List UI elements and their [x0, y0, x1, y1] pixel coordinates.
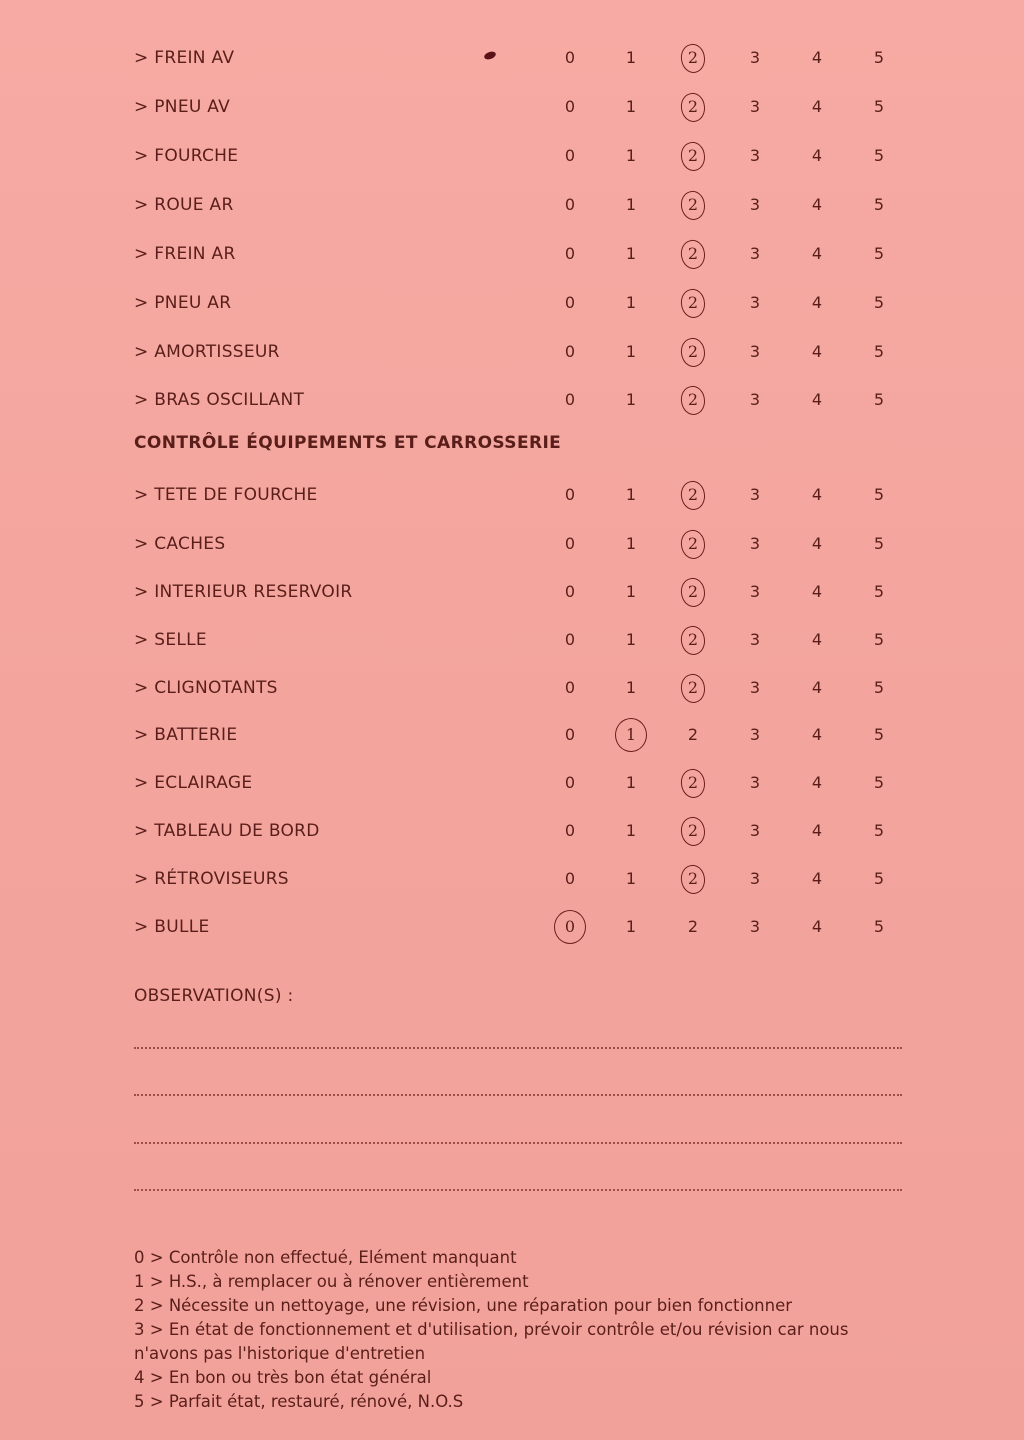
- score-option[interactable]: 4: [811, 821, 823, 840]
- checklist-row: [0, 190, 1024, 220]
- score-option[interactable]: 2: [687, 725, 699, 744]
- score-option[interactable]: 0: [564, 725, 576, 744]
- score-option[interactable]: 5: [873, 146, 885, 165]
- score-option[interactable]: 5: [873, 195, 885, 214]
- row-label: > PNEU AV: [134, 97, 231, 117]
- score-option[interactable]: 3: [749, 97, 761, 116]
- checklist-row: [0, 720, 1024, 750]
- score-option-selected[interactable]: 2: [678, 288, 708, 318]
- score-option[interactable]: 0: [564, 48, 576, 67]
- checklist-row: [0, 337, 1024, 367]
- row-label: > CACHES: [134, 534, 226, 554]
- score-option[interactable]: 0: [564, 146, 576, 165]
- checklist-row: [0, 768, 1024, 798]
- score-option[interactable]: 5: [873, 725, 885, 744]
- checklist-row: [0, 673, 1024, 703]
- checklist-row: [0, 625, 1024, 655]
- score-option[interactable]: 1: [625, 869, 637, 888]
- checklist-row: [0, 385, 1024, 415]
- score-option[interactable]: 3: [749, 146, 761, 165]
- checklist-row: [0, 141, 1024, 171]
- score-option-selected[interactable]: 2: [678, 92, 708, 122]
- score-option[interactable]: 1: [625, 917, 637, 936]
- score-option[interactable]: 0: [564, 534, 576, 553]
- score-option[interactable]: 3: [749, 725, 761, 744]
- score-option-selected[interactable]: 2: [678, 625, 708, 655]
- score-option[interactable]: 1: [625, 146, 637, 165]
- score-option-selected[interactable]: 0: [555, 912, 585, 942]
- score-option[interactable]: 5: [873, 869, 885, 888]
- legend-item: 3 > En état de fonctionnement et d'utilisation, prévoir contrôle et/ou révision car nous n'avons pas l'historique d'entretien: [134, 1320, 849, 1363]
- score-option-selected[interactable]: 1: [616, 720, 646, 750]
- row-label: > TETE DE FOURCHE: [134, 485, 318, 505]
- score-option[interactable]: 5: [873, 390, 885, 409]
- score-option[interactable]: 1: [625, 630, 637, 649]
- score-option[interactable]: 4: [811, 917, 823, 936]
- row-label: > BRAS OSCILLANT: [134, 390, 305, 410]
- row-label: > INTERIEUR RESERVOIR: [134, 582, 353, 602]
- score-option[interactable]: 1: [625, 293, 637, 312]
- score-option[interactable]: 3: [749, 485, 761, 504]
- score-option[interactable]: 5: [873, 917, 885, 936]
- score-option[interactable]: 0: [564, 293, 576, 312]
- score-option[interactable]: 3: [749, 678, 761, 697]
- row-label: > TABLEAU DE BORD: [134, 821, 320, 841]
- legend-item: 4 > En bon ou très bon état général: [134, 1368, 432, 1387]
- score-option[interactable]: 4: [811, 485, 823, 504]
- score-option[interactable]: 4: [811, 869, 823, 888]
- score-option[interactable]: 1: [625, 195, 637, 214]
- score-option[interactable]: 3: [749, 342, 761, 361]
- score-option[interactable]: 0: [564, 97, 576, 116]
- score-option[interactable]: 1: [625, 97, 637, 116]
- score-option[interactable]: 1: [625, 821, 637, 840]
- score-option[interactable]: 4: [811, 678, 823, 697]
- score-option[interactable]: 4: [811, 293, 823, 312]
- score-option[interactable]: 2: [687, 917, 699, 936]
- score-option[interactable]: 0: [564, 869, 576, 888]
- score-option-selected[interactable]: 2: [678, 190, 708, 220]
- row-label: > BATTERIE: [134, 725, 238, 745]
- score-option[interactable]: 5: [873, 48, 885, 67]
- score-option[interactable]: 1: [625, 582, 637, 601]
- row-label: > FREIN AR: [134, 244, 236, 264]
- score-option[interactable]: 5: [873, 582, 885, 601]
- legend-item: 2 > Nécessite un nettoyage, une révision, une réparation pour bien fonctionner: [134, 1296, 793, 1315]
- score-option[interactable]: 5: [873, 630, 885, 649]
- row-label: > CLIGNOTANTS: [134, 678, 278, 698]
- score-option[interactable]: 3: [749, 917, 761, 936]
- row-label: > FREIN AV: [134, 48, 235, 68]
- score-option[interactable]: 1: [625, 390, 637, 409]
- score-option[interactable]: 5: [873, 821, 885, 840]
- legend-item: 5 > Parfait état, restauré, rénové, N.O.S: [134, 1392, 464, 1411]
- score-option[interactable]: 3: [749, 390, 761, 409]
- score-option[interactable]: 4: [811, 390, 823, 409]
- row-label: > RÉTROVISEURS: [134, 869, 289, 889]
- row-label: > FOURCHE: [134, 146, 239, 166]
- score-option[interactable]: 4: [811, 244, 823, 263]
- score-option[interactable]: 4: [811, 582, 823, 601]
- observation-line[interactable]: [134, 1047, 902, 1049]
- legend-item: 1 > H.S., à remplacer ou à rénover entièrement: [134, 1272, 529, 1291]
- score-option-selected[interactable]: 2: [678, 673, 708, 703]
- checklist-row: [0, 92, 1024, 122]
- score-option[interactable]: 0: [564, 390, 576, 409]
- score-option[interactable]: 1: [625, 534, 637, 553]
- legend: [134, 1246, 894, 1414]
- checklist-row: [0, 43, 1024, 73]
- checklist-row: [0, 577, 1024, 607]
- score-option[interactable]: 1: [625, 48, 637, 67]
- score-option[interactable]: 5: [873, 244, 885, 263]
- score-option[interactable]: 1: [625, 244, 637, 263]
- row-label: > SELLE: [134, 630, 207, 650]
- score-option-selected[interactable]: 2: [678, 577, 708, 607]
- score-option[interactable]: 4: [811, 146, 823, 165]
- score-option-selected[interactable]: 2: [678, 141, 708, 171]
- score-option[interactable]: 4: [811, 342, 823, 361]
- score-option[interactable]: 0: [564, 485, 576, 504]
- score-option[interactable]: 0: [564, 630, 576, 649]
- score-option[interactable]: 0: [564, 773, 576, 792]
- row-label: > ROUE AR: [134, 195, 234, 215]
- score-option[interactable]: 4: [811, 48, 823, 67]
- observation-line[interactable]: [134, 1189, 902, 1191]
- checklist-row: [0, 480, 1024, 510]
- score-option[interactable]: 3: [749, 534, 761, 553]
- checklist-row: [0, 864, 1024, 894]
- score-option[interactable]: 3: [749, 293, 761, 312]
- row-label: > ECLAIRAGE: [134, 773, 253, 793]
- checklist-row: [0, 239, 1024, 269]
- score-option[interactable]: 0: [564, 195, 576, 214]
- row-label: > PNEU AR: [134, 293, 232, 313]
- score-option-selected[interactable]: 2: [678, 816, 708, 846]
- score-option[interactable]: 0: [564, 678, 576, 697]
- score-option[interactable]: 4: [811, 97, 823, 116]
- section-title: CONTRÔLE ÉQUIPEMENTS ET CARROSSERIE: [134, 433, 562, 453]
- score-option[interactable]: 4: [811, 630, 823, 649]
- score-option-selected[interactable]: 2: [678, 864, 708, 894]
- score-option[interactable]: 4: [811, 725, 823, 744]
- score-option[interactable]: 0: [564, 244, 576, 263]
- score-option[interactable]: 3: [749, 582, 761, 601]
- score-option[interactable]: 1: [625, 485, 637, 504]
- observation-line[interactable]: [134, 1094, 902, 1096]
- score-option-selected[interactable]: 2: [678, 480, 708, 510]
- score-option[interactable]: 0: [564, 582, 576, 601]
- checklist-row: [0, 816, 1024, 846]
- score-option[interactable]: 5: [873, 97, 885, 116]
- score-option-selected[interactable]: 2: [678, 768, 708, 798]
- score-option[interactable]: 1: [625, 342, 637, 361]
- score-option[interactable]: 5: [873, 773, 885, 792]
- score-option[interactable]: 4: [811, 534, 823, 553]
- score-option[interactable]: 3: [749, 821, 761, 840]
- score-option[interactable]: 3: [749, 48, 761, 67]
- score-option[interactable]: 4: [811, 195, 823, 214]
- score-option[interactable]: 4: [811, 773, 823, 792]
- score-option[interactable]: 3: [749, 630, 761, 649]
- score-option[interactable]: 5: [873, 534, 885, 553]
- score-option-selected[interactable]: 2: [678, 337, 708, 367]
- checklist-row: [0, 912, 1024, 942]
- score-option[interactable]: 3: [749, 773, 761, 792]
- row-label: > BULLE: [134, 917, 210, 937]
- legend-item: 0 > Contrôle non effectué, Elément manquant: [134, 1248, 517, 1267]
- score-option[interactable]: 3: [749, 195, 761, 214]
- score-option[interactable]: 1: [625, 773, 637, 792]
- score-option-selected[interactable]: 2: [678, 239, 708, 269]
- score-option[interactable]: 5: [873, 293, 885, 312]
- score-option-selected[interactable]: 2: [678, 43, 708, 73]
- observations-label: OBSERVATION(S) :: [134, 986, 294, 1006]
- score-option-selected[interactable]: 2: [678, 529, 708, 559]
- observation-line[interactable]: [134, 1142, 902, 1144]
- score-option[interactable]: 5: [873, 678, 885, 697]
- checklist-row: [0, 288, 1024, 318]
- score-option-selected[interactable]: 2: [678, 385, 708, 415]
- checklist-row: [0, 529, 1024, 559]
- score-option[interactable]: 1: [625, 678, 637, 697]
- score-option[interactable]: 0: [564, 342, 576, 361]
- row-label: > AMORTISSEUR: [134, 342, 280, 362]
- score-option[interactable]: 5: [873, 485, 885, 504]
- score-option[interactable]: 5: [873, 342, 885, 361]
- score-option[interactable]: 0: [564, 821, 576, 840]
- score-option[interactable]: 3: [749, 244, 761, 263]
- score-option[interactable]: 3: [749, 869, 761, 888]
